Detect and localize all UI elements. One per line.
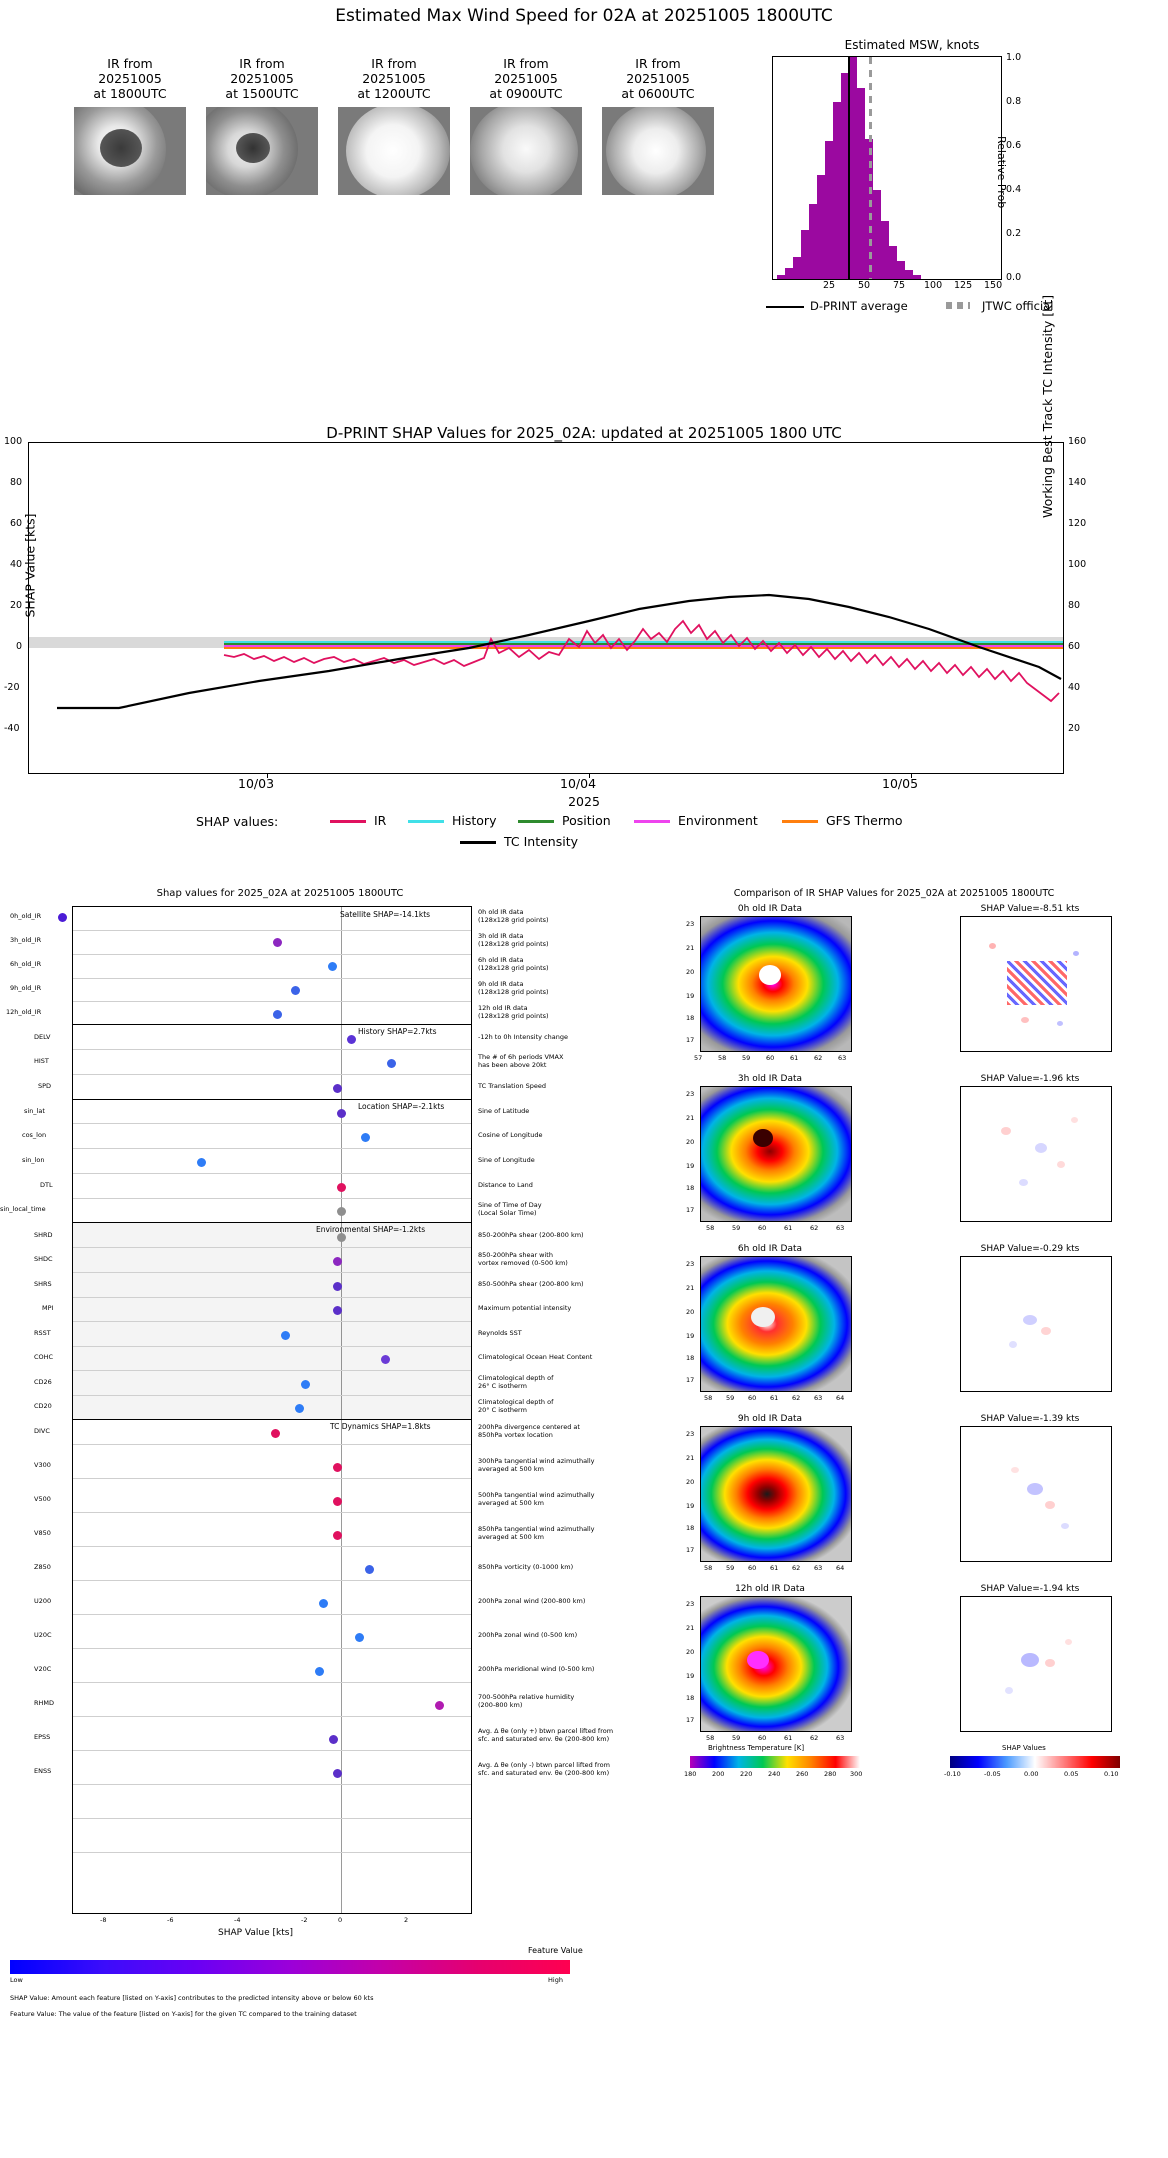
feature-label: 12h_old_IR bbox=[6, 1008, 42, 1016]
ir-thumb-label-line: IR from bbox=[635, 56, 681, 71]
feature-desc: Avg. Δ θe (only -) btwn parcel lifted from bbox=[478, 1761, 610, 1769]
legend-swatch-history bbox=[408, 820, 444, 823]
feature-desc: sfc. and saturated env. θe (200-800 km) bbox=[478, 1735, 610, 1743]
ts-ytick-right: 20 bbox=[1068, 723, 1081, 734]
feature-label: U200 bbox=[34, 1597, 52, 1605]
ts-ytick-left: 0 bbox=[16, 641, 23, 652]
ir-thumb-label-line: 20251005 bbox=[626, 71, 690, 86]
shap-row-title: SHAP Value=-1.94 kts bbox=[980, 1584, 1080, 1594]
ir-row-title: 9h old IR Data bbox=[737, 1414, 803, 1424]
feature-label: ENSS bbox=[34, 1767, 52, 1775]
feature-desc: 500hPa tangential wind azimuthally bbox=[478, 1491, 595, 1499]
ir-thumb-label-line: at 1500UTC bbox=[225, 86, 299, 101]
feature-label: U20C bbox=[34, 1631, 52, 1639]
beeswarm-dot bbox=[271, 1429, 280, 1438]
feature-desc: Climatological depth of bbox=[478, 1374, 554, 1382]
ts-ytick-left: 60 bbox=[10, 518, 23, 529]
group-header-history: History SHAP=2.7kts bbox=[358, 1027, 437, 1036]
feature-desc: 0h old IR data bbox=[478, 908, 524, 916]
ir-thumbnail-4 bbox=[592, 56, 724, 195]
feature-desc: 6h old IR data bbox=[478, 956, 524, 964]
hist-xtick: 75 bbox=[893, 280, 906, 291]
feature-label: sin_local_time bbox=[0, 1205, 46, 1213]
hist-xtick: 125 bbox=[954, 280, 973, 291]
feature-label: HIST bbox=[34, 1057, 49, 1065]
feature-desc: Distance to Land bbox=[478, 1181, 533, 1189]
bs-xtick: -8 bbox=[100, 1916, 107, 1924]
shap-image bbox=[960, 1086, 1112, 1222]
shap-tick: -0.10 bbox=[944, 1770, 961, 1778]
beeswarm-plot-area bbox=[72, 906, 472, 1914]
beeswarm-dot bbox=[281, 1331, 290, 1340]
hist-ytick: 1.0 bbox=[1006, 52, 1022, 63]
feature-desc: Reynolds SST bbox=[478, 1329, 522, 1337]
legend-label-environment: Environment bbox=[678, 813, 758, 828]
colorbar-high-label: High bbox=[548, 1976, 563, 1984]
legend-swatch-position bbox=[518, 820, 554, 823]
ir-thumbnail-image bbox=[602, 107, 714, 195]
beeswarm-dot bbox=[333, 1282, 342, 1291]
feature-desc: (128x128 grid points) bbox=[478, 916, 549, 924]
ts-xlabel: 2025 bbox=[568, 794, 600, 809]
hist-xtick: 150 bbox=[984, 280, 1003, 291]
ir-data-image bbox=[700, 1086, 852, 1222]
timeseries-title: D-PRINT SHAP Values for 2025_02A: updated at 20251005 1800 UTC bbox=[326, 424, 842, 442]
feature-desc: (128x128 grid points) bbox=[478, 964, 549, 972]
feature-desc: 3h old IR data bbox=[478, 932, 524, 940]
bt-tick: 240 bbox=[768, 1770, 781, 1778]
beeswarm-dot bbox=[197, 1158, 206, 1167]
shap-image bbox=[960, 1596, 1112, 1732]
feature-label: DTL bbox=[40, 1181, 53, 1189]
bt-colorbar-label: Brightness Temperature [K] bbox=[708, 1744, 805, 1752]
feature-desc: 200hPa divergence centered at bbox=[478, 1423, 580, 1431]
ts-xtick: 10/03 bbox=[238, 776, 275, 791]
shap-tick: 0.00 bbox=[1024, 1770, 1039, 1778]
timeseries-plot-area bbox=[28, 442, 1064, 774]
ir-shap-curve bbox=[29, 443, 1063, 773]
feature-desc: sfc. and saturated env. θe (200-800 km) bbox=[478, 1769, 610, 1777]
feature-label: 0h_old_IR bbox=[10, 912, 42, 920]
feature-desc: (200-800 km) bbox=[478, 1701, 523, 1709]
beeswarm-dot bbox=[333, 1463, 342, 1472]
feature-desc: averaged at 500 km bbox=[478, 1499, 544, 1507]
feature-label: 6h_old_IR bbox=[10, 960, 42, 968]
beeswarm-dot bbox=[355, 1633, 364, 1642]
feature-desc: averaged at 500 km bbox=[478, 1533, 544, 1541]
legend-line-jtwc bbox=[946, 302, 970, 309]
bt-tick: 260 bbox=[796, 1770, 809, 1778]
beeswarm-dot bbox=[333, 1257, 342, 1266]
jtwc-official-line bbox=[869, 57, 872, 279]
shap-row-title: SHAP Value=-1.39 kts bbox=[980, 1414, 1080, 1424]
ts-ytick-left: -20 bbox=[4, 682, 20, 693]
feature-desc: 300hPa tangential wind azimuthally bbox=[478, 1457, 595, 1465]
ts-ytick-left: -40 bbox=[4, 723, 20, 734]
hist-ytick: 0.6 bbox=[1006, 140, 1022, 151]
feature-value-colorbar bbox=[10, 1960, 570, 1974]
ts-ytick-left: 40 bbox=[10, 559, 23, 570]
legend-swatch-intensity bbox=[460, 841, 496, 844]
feature-desc: 200hPa zonal wind (200-800 km) bbox=[478, 1597, 586, 1605]
ir-comparison-panel: Comparison of IR SHAP Values for 2025_02A at 20251005 1800UTC 0h old IR Data 57 58 59 60 61 62 63 23 21 20 19 18 17 SHAP Value=-8.51 kts 3h old IR Data 58 59 60 61 62 63 23 21 20 19 18 17 SHAP Value=-1.96 kts 6h old IR Data 58 59 60 61 62 63 64 23 21 20 19 18 17 SHAP Value=-0.29 kts 9h old IR Data 58 59 60 61 62 63 64 23 21 20 19 18 17 SHAP Value=-1.39 kts 12h old IR Data 58 59 60 61 62 63 23 21 20 19 18 17 SHAP Value=-1.94 kts Brightness Temperature [K] 180 200 220 240 260 280 300 SHAP Values -0.10 -0.05 0.00 0.05 0.10 bbox=[620, 888, 1168, 2158]
ts-ytick-right: 120 bbox=[1068, 518, 1087, 529]
feature-label: EPSS bbox=[34, 1733, 51, 1741]
feature-label: DELV bbox=[34, 1033, 51, 1041]
ir-row-title: 6h old IR Data bbox=[737, 1244, 803, 1254]
feature-label: CD20 bbox=[34, 1402, 52, 1410]
beeswarm-title: Shap values for 2025_02A at 20251005 1800UTC bbox=[156, 888, 404, 899]
ir-thumb-label-line: IR from bbox=[239, 56, 285, 71]
ts-ylabel-right: Working Best Track TC Intensity [kt] bbox=[1040, 294, 1055, 518]
feature-label: SPD bbox=[38, 1082, 52, 1090]
shap-tick: 0.10 bbox=[1104, 1770, 1119, 1778]
feature-desc: 200hPa meridional wind (0-500 km) bbox=[478, 1665, 595, 1673]
ir-thumb-label-line: at 1200UTC bbox=[357, 86, 431, 101]
feature-desc: (128x128 grid points) bbox=[478, 1012, 549, 1020]
feature-label: MPI bbox=[42, 1304, 54, 1312]
bs-xtick: -6 bbox=[167, 1916, 174, 1924]
feature-label: SHRS bbox=[34, 1280, 52, 1288]
beeswarm-dot bbox=[319, 1599, 328, 1608]
feature-desc: averaged at 500 km bbox=[478, 1465, 544, 1473]
feature-label: SHRD bbox=[34, 1231, 53, 1239]
ir-thumb-label-line: 20251005 bbox=[494, 71, 558, 86]
ts-ytick-right: 40 bbox=[1068, 682, 1081, 693]
ir-thumb-label-line: IR from bbox=[503, 56, 549, 71]
feature-desc: Sine of Time of Day bbox=[478, 1201, 542, 1209]
bs-xtick: 2 bbox=[404, 1916, 409, 1924]
hist-xtick: 100 bbox=[924, 280, 943, 291]
hist-xtick: 25 bbox=[823, 280, 836, 291]
feature-label: V300 bbox=[34, 1461, 51, 1469]
footnote-text: Feature Value: The value of the feature [listed on Y-axis] for the given TC compared to the training dataset bbox=[10, 2010, 357, 2018]
bs-xlabel: SHAP Value [kts] bbox=[218, 1928, 293, 1938]
ir-comparison-title: Comparison of IR SHAP Values for 2025_02A at 20251005 1800UTC bbox=[733, 888, 1055, 899]
feature-label: CD26 bbox=[34, 1378, 52, 1386]
feature-desc: (128x128 grid points) bbox=[478, 940, 549, 948]
feature-label: sin_lat bbox=[24, 1107, 45, 1115]
legend-label-ir: IR bbox=[374, 813, 387, 828]
ir-data-image bbox=[700, 1596, 852, 1732]
ts-ytick-right: 100 bbox=[1068, 559, 1087, 570]
legend-label-position: Position bbox=[562, 813, 611, 828]
feature-desc: (Local Solar Time) bbox=[478, 1209, 537, 1217]
ts-ytick-left: 80 bbox=[10, 477, 23, 488]
ir-thumb-label-line: at 0900UTC bbox=[489, 86, 563, 101]
ir-thumbnail-image bbox=[74, 107, 186, 195]
ir-row-title: 12h old IR Data bbox=[735, 1584, 805, 1594]
bt-tick: 180 bbox=[684, 1770, 697, 1778]
ts-ytick-right: 140 bbox=[1068, 477, 1087, 488]
feature-label: COHC bbox=[34, 1353, 54, 1361]
group-header-location: Location SHAP=-2.1kts bbox=[358, 1102, 445, 1111]
shap-image bbox=[960, 1426, 1112, 1562]
ts-ylabel-left: SHAP Value [kts] bbox=[22, 513, 38, 618]
beeswarm-panel bbox=[0, 888, 620, 2158]
feature-desc: 700-500hPa relative humidity bbox=[478, 1693, 575, 1701]
beeswarm-dot bbox=[337, 1233, 346, 1242]
beeswarm-dot bbox=[333, 1769, 342, 1778]
feature-label: SHDC bbox=[34, 1255, 53, 1263]
feature-desc: 850-200hPa shear (200-800 km) bbox=[478, 1231, 584, 1239]
beeswarm-dot bbox=[337, 1207, 346, 1216]
ir-thumb-label-line: 20251005 bbox=[362, 71, 426, 86]
feature-desc: Sine of Longitude bbox=[478, 1156, 535, 1164]
feature-desc: The # of 6h periods VMAX bbox=[478, 1053, 564, 1061]
ts-ytick-left: 20 bbox=[10, 600, 23, 611]
feature-desc: Maximum potential intensity bbox=[478, 1304, 572, 1312]
feature-desc: 850hPa vortex location bbox=[478, 1431, 553, 1439]
feature-desc: has been above 20kt bbox=[478, 1061, 547, 1069]
histogram-plot-area bbox=[772, 56, 1002, 280]
ir-row-title: 3h old IR Data bbox=[737, 1074, 803, 1084]
hist-ytick: 0.0 bbox=[1006, 272, 1022, 283]
feature-label: Z850 bbox=[34, 1563, 51, 1571]
hist-ytick: 0.2 bbox=[1006, 228, 1022, 239]
feature-label: cos_lon bbox=[22, 1131, 47, 1139]
ir-thumbnail-image bbox=[206, 107, 318, 195]
ir-thumb-label-line: at 0600UTC bbox=[621, 86, 695, 101]
ir-data-image bbox=[700, 1426, 852, 1562]
beeswarm-dot bbox=[273, 1010, 282, 1019]
feature-label: 3h_old_IR bbox=[10, 936, 42, 944]
feature-desc: (128x128 grid points) bbox=[478, 988, 549, 996]
feature-desc: 850hPa vorticity (0-1000 km) bbox=[478, 1563, 574, 1571]
ir-thumb-label-line: IR from bbox=[371, 56, 417, 71]
beeswarm-dot bbox=[328, 962, 337, 971]
feature-label: V500 bbox=[34, 1495, 51, 1503]
hist-ytick: 0.8 bbox=[1006, 96, 1022, 107]
feature-label: sin_lon bbox=[22, 1156, 45, 1164]
msw-histogram-panel bbox=[762, 38, 1062, 356]
ir-data-image bbox=[700, 1256, 852, 1392]
feature-label: RSST bbox=[34, 1329, 51, 1337]
beeswarm-dot bbox=[315, 1667, 324, 1676]
group-header-environmental: Environmental SHAP=-1.2kts bbox=[316, 1225, 426, 1234]
bt-tick: 220 bbox=[740, 1770, 753, 1778]
feature-label: V850 bbox=[34, 1529, 51, 1537]
feature-desc: 850-200hPa shear with bbox=[478, 1251, 553, 1259]
beeswarm-dot bbox=[333, 1531, 342, 1540]
beeswarm-dot bbox=[347, 1035, 356, 1044]
beeswarm-dot bbox=[333, 1497, 342, 1506]
hist-ytick: 0.4 bbox=[1006, 184, 1022, 195]
ir-data-image bbox=[700, 916, 852, 1052]
feature-desc: 850-500hPa shear (200-800 km) bbox=[478, 1280, 584, 1288]
beeswarm-dot bbox=[381, 1355, 390, 1364]
shap-colorbar-label: SHAP Values bbox=[1002, 1744, 1046, 1752]
ts-ytick-left: 100 bbox=[4, 436, 23, 447]
legend-line-dprint bbox=[766, 306, 804, 308]
ir-thumbnail-2 bbox=[328, 56, 460, 195]
ir-thumbnail-image bbox=[338, 107, 450, 195]
feature-desc: 9h old IR data bbox=[478, 980, 524, 988]
ir-thumb-label-line: at 1800UTC bbox=[93, 86, 167, 101]
ir-thumb-label-line: 20251005 bbox=[230, 71, 294, 86]
beeswarm-dot bbox=[387, 1059, 396, 1068]
shap-row-title: SHAP Value=-0.29 kts bbox=[980, 1244, 1080, 1254]
group-header-satellite: Satellite SHAP=-14.1kts bbox=[340, 910, 431, 919]
beeswarm-dot bbox=[301, 1380, 310, 1389]
feature-desc: TC Translation Speed bbox=[478, 1082, 547, 1090]
shap-image bbox=[960, 916, 1112, 1052]
ts-xtick: 10/04 bbox=[560, 776, 597, 791]
brightness-temperature-colorbar bbox=[690, 1756, 860, 1768]
shap-image bbox=[960, 1256, 1112, 1392]
beeswarm-dot bbox=[365, 1565, 374, 1574]
beeswarm-dot bbox=[361, 1133, 370, 1142]
page-title: Estimated Max Wind Speed for 02A at 20251005 1800UTC bbox=[335, 6, 833, 26]
bs-xtick: -4 bbox=[234, 1916, 241, 1924]
legend-label-intensity: TC Intensity bbox=[504, 834, 579, 849]
feature-label: V20C bbox=[34, 1665, 52, 1673]
feature-desc: 20° C isotherm bbox=[478, 1406, 527, 1414]
colorbar-title: Feature Value bbox=[528, 1946, 583, 1955]
beeswarm-dot bbox=[58, 913, 67, 922]
ts-legend-title: SHAP values: bbox=[196, 814, 279, 829]
ir-thumbnail-3 bbox=[460, 56, 592, 195]
ts-ytick-right: 60 bbox=[1068, 641, 1081, 652]
shap-row-title: SHAP Value=-1.96 kts bbox=[980, 1074, 1080, 1084]
feature-desc: Avg. Δ θe (only +) btwn parcel lifted from bbox=[478, 1727, 614, 1735]
legend-swatch-gfs bbox=[782, 820, 818, 823]
feature-desc: Cosine of Longitude bbox=[478, 1131, 543, 1139]
feature-desc: Sine of Latitude bbox=[478, 1107, 530, 1115]
dprint-average-line bbox=[848, 57, 850, 279]
ir-row-title: 0h old IR Data bbox=[737, 904, 803, 914]
feature-desc: 200hPa zonal wind (0-500 km) bbox=[478, 1631, 578, 1639]
ir-thumbnail-0 bbox=[64, 56, 196, 195]
beeswarm-dot bbox=[273, 938, 282, 947]
legend-swatch-ir bbox=[330, 820, 366, 823]
legend-label-dprint: D-PRINT average bbox=[810, 299, 908, 313]
legend-swatch-environment bbox=[634, 820, 670, 823]
footnote-text: SHAP Value: Amount each feature [listed on Y-axis] contributes to the predicted intensity above or below 60 kts bbox=[10, 1994, 374, 2002]
ir-thumbnail-image bbox=[470, 107, 582, 195]
bs-xtick: 0 bbox=[338, 1916, 343, 1924]
shap-tick: -0.05 bbox=[984, 1770, 1001, 1778]
ir-thumb-label-line: 20251005 bbox=[98, 71, 162, 86]
feature-label: DIVC bbox=[34, 1427, 50, 1435]
shap-tick: 0.05 bbox=[1064, 1770, 1079, 1778]
hist-ylabel: Relative Prob bbox=[995, 136, 1008, 209]
feature-desc: Climatological Ocean Heat Content bbox=[478, 1353, 593, 1361]
beeswarm-dot bbox=[295, 1404, 304, 1413]
bt-tick: 300 bbox=[850, 1770, 863, 1778]
feature-desc: 12h old IR data bbox=[478, 1004, 528, 1012]
colorbar-low-label: Low bbox=[10, 1976, 23, 1984]
shap-row-title: SHAP Value=-8.51 kts bbox=[980, 904, 1080, 914]
group-header-dynamics: TC Dynamics SHAP=1.8kts bbox=[330, 1422, 431, 1431]
feature-desc: vortex removed (0-500 km) bbox=[478, 1259, 568, 1267]
feature-desc: 26° C isotherm bbox=[478, 1382, 527, 1390]
ir-thumb-label-line: IR from bbox=[107, 56, 153, 71]
beeswarm-dot bbox=[333, 1306, 342, 1315]
histogram-title: Estimated MSW, knots bbox=[844, 38, 980, 52]
legend-label-jtwc: JTWC official bbox=[982, 299, 1054, 313]
ts-xtick: 10/05 bbox=[882, 776, 919, 791]
feature-desc: -12h to 0h Intensity change bbox=[478, 1033, 568, 1041]
hist-xtick: 50 bbox=[858, 280, 871, 291]
beeswarm-dot bbox=[291, 986, 300, 995]
feature-desc: 850hPa tangential wind azimuthally bbox=[478, 1525, 595, 1533]
feature-label: RHMD bbox=[34, 1699, 55, 1707]
legend-label-history: History bbox=[452, 813, 497, 828]
ts-ytick-right: 160 bbox=[1068, 436, 1087, 447]
beeswarm-dot bbox=[333, 1084, 342, 1093]
ir-thumbnail-1 bbox=[196, 56, 328, 195]
footnote-shap bbox=[10, 1994, 610, 2002]
beeswarm-dot bbox=[435, 1701, 444, 1710]
beeswarm-dot bbox=[337, 1109, 346, 1118]
shap-values-colorbar bbox=[950, 1756, 1120, 1768]
beeswarm-dot bbox=[329, 1735, 338, 1744]
feature-desc: Climatological depth of bbox=[478, 1398, 554, 1406]
ts-ytick-right: 80 bbox=[1068, 600, 1081, 611]
bt-tick: 200 bbox=[712, 1770, 725, 1778]
bs-xtick: -2 bbox=[301, 1916, 308, 1924]
bt-tick: 280 bbox=[824, 1770, 837, 1778]
beeswarm-dot bbox=[337, 1183, 346, 1192]
footnote-feature bbox=[10, 2010, 610, 2018]
feature-label: 9h_old_IR bbox=[10, 984, 42, 992]
legend-label-gfs: GFS Thermo bbox=[826, 813, 903, 828]
